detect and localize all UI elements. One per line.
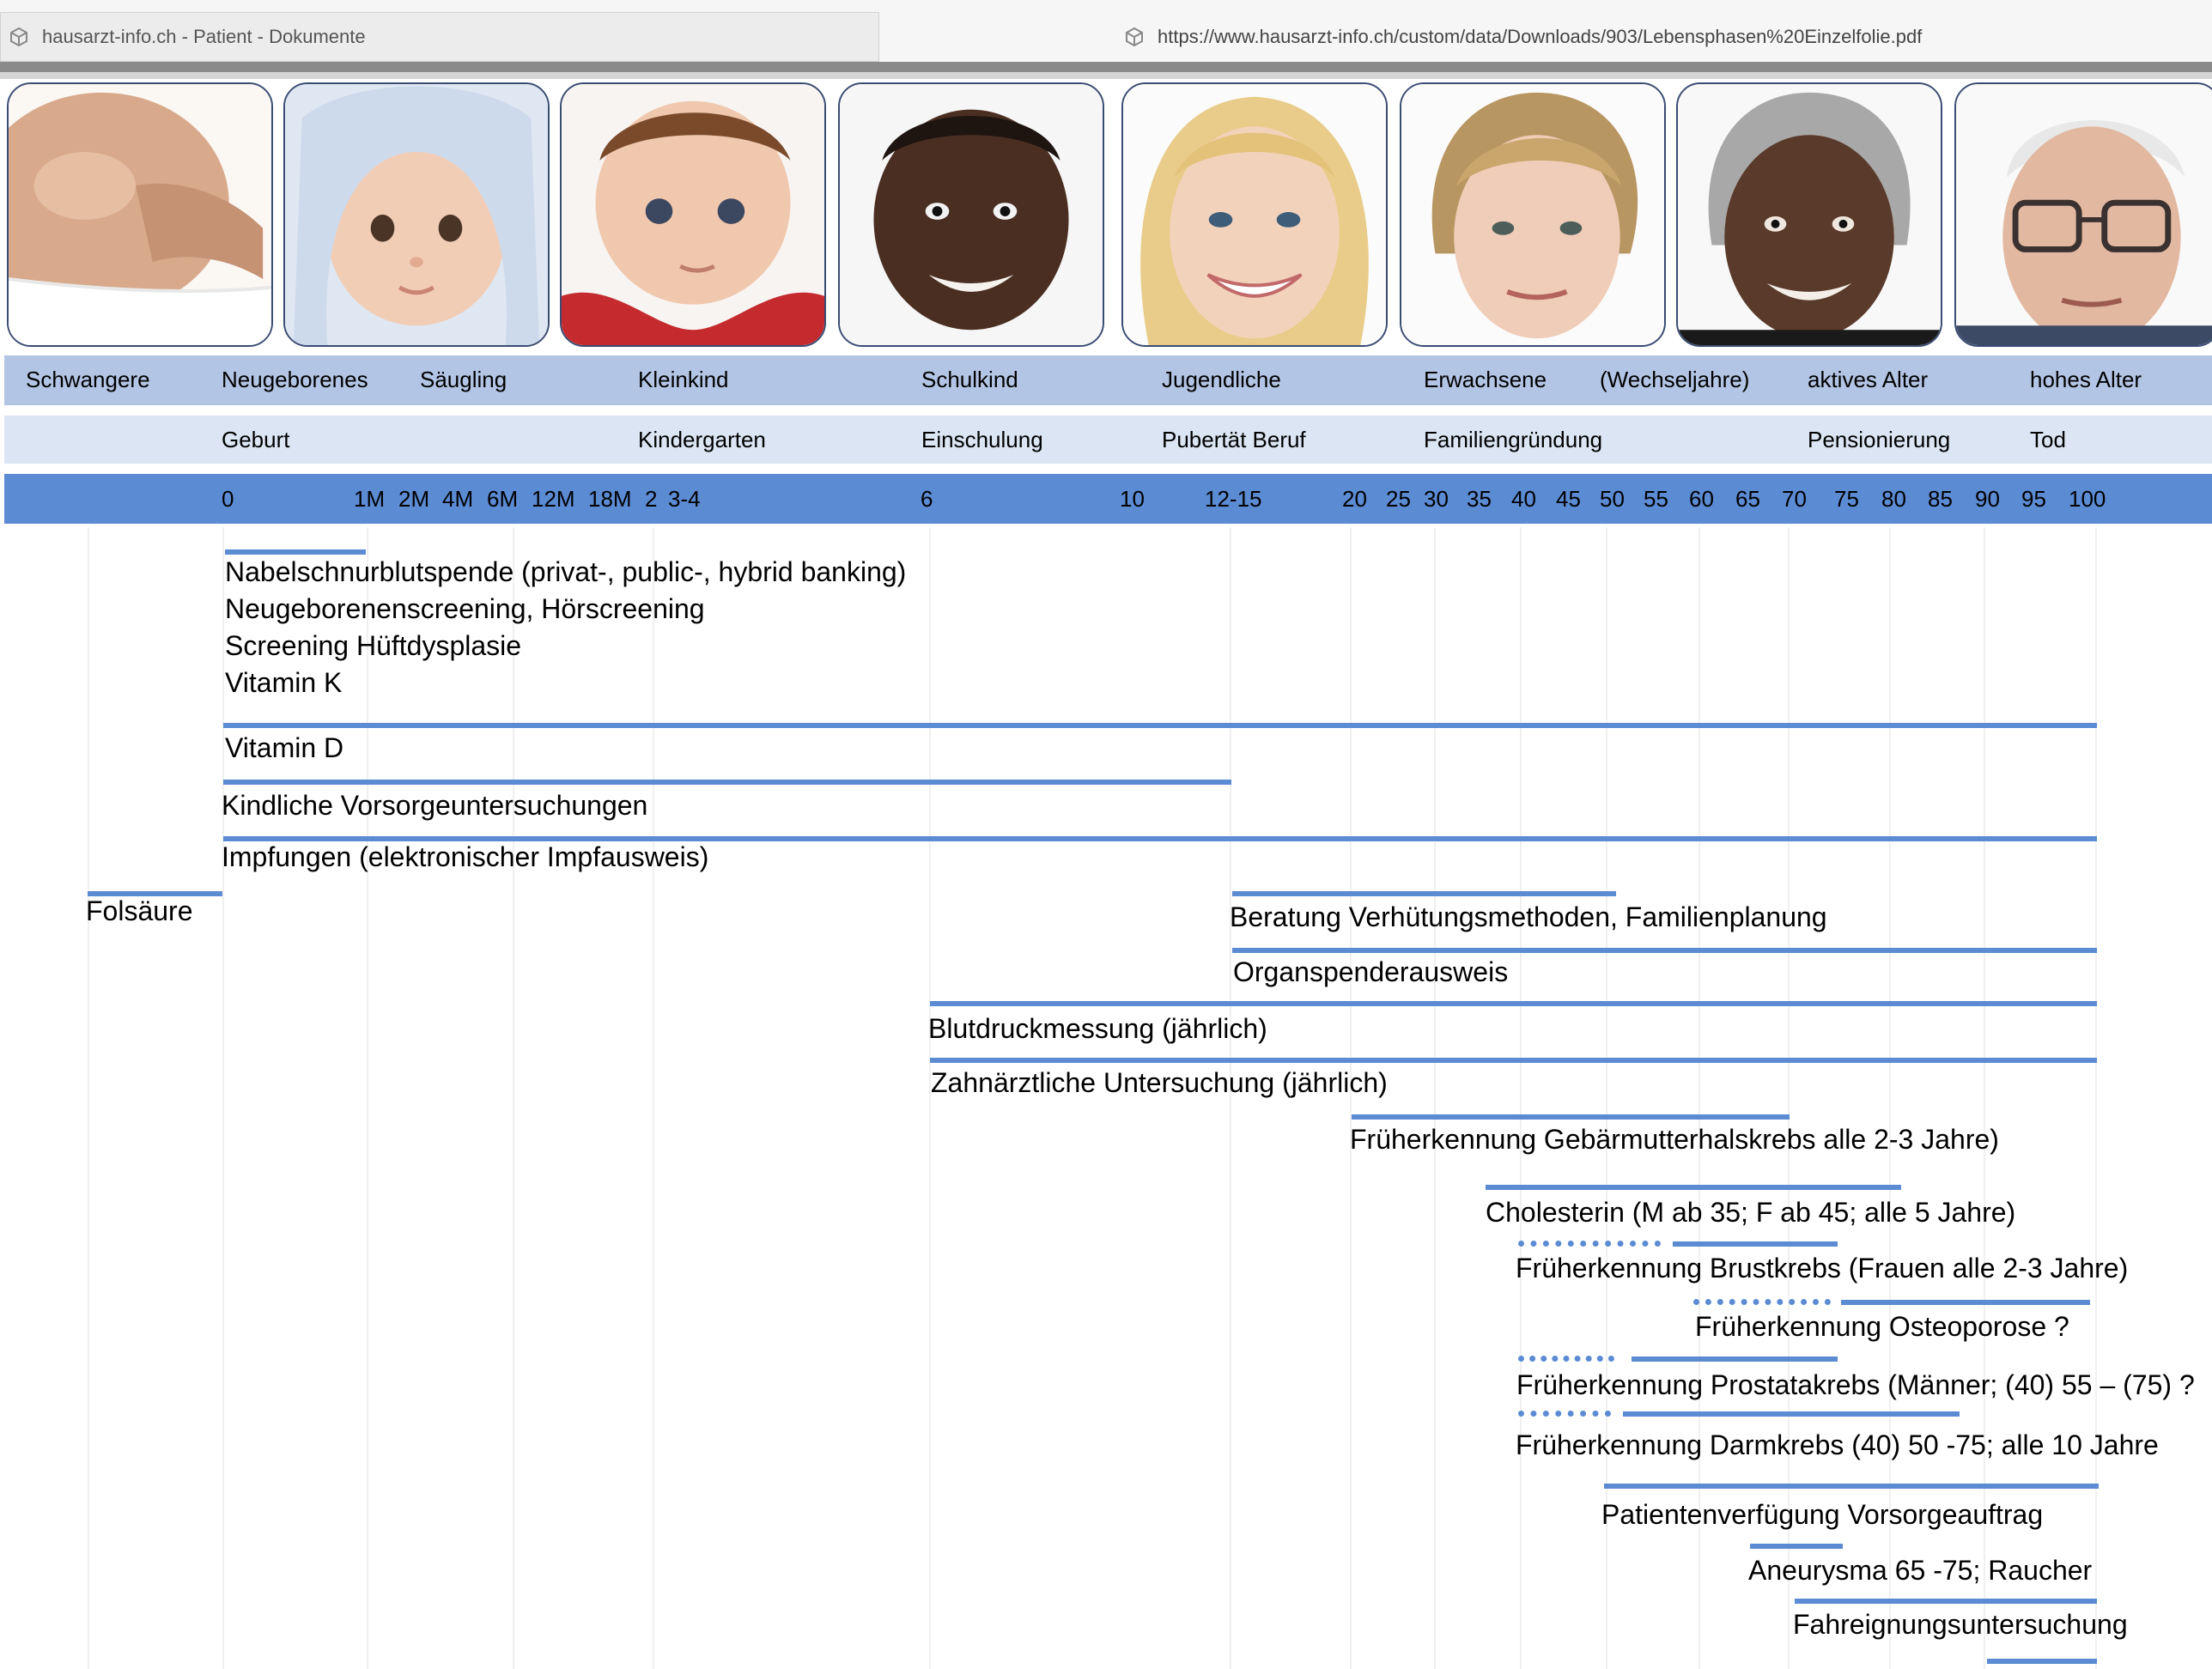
age-tick: 50 — [1600, 486, 1625, 512]
senior-woman-photo — [1676, 82, 1942, 347]
age-tick: 45 — [1556, 486, 1581, 512]
site-icon — [1123, 26, 1146, 48]
age-tick: 12-15 — [1205, 486, 1262, 512]
timeline-item-label: Beratung Verhütungsmethoden, Familienplanung — [1230, 901, 1827, 932]
timeline-dotted-bar — [1518, 1411, 1611, 1417]
timeline-item-label: Früherkennung Prostatakrebs (Männer; (40) 55 – (75) ? — [1516, 1369, 2195, 1400]
teenager-photo — [1121, 82, 1388, 347]
phase-label: Jugendliche — [1162, 367, 1281, 392]
timeline-bar — [930, 1058, 2097, 1063]
age-tick: 18M — [588, 486, 632, 512]
browser-chrome — [0, 0, 2212, 62]
age-tick: 100 — [2069, 486, 2106, 512]
age-tick: 60 — [1689, 486, 1714, 512]
age-tick: 65 — [1735, 486, 1760, 512]
timeline-item-label: Neugeborenenscreening, Hörscreening — [225, 593, 705, 624]
age-tick: 70 — [1782, 486, 1807, 512]
age-tick: 0 — [222, 486, 234, 512]
timeline-bar — [1795, 1599, 2097, 1604]
timeline-item-label: Patientenverfügung Vorsorgeauftrag — [1601, 1499, 2044, 1530]
phase-label: Schulkind — [921, 367, 1018, 392]
phase-label: Säugling — [420, 367, 507, 392]
newborn-photo — [283, 82, 550, 347]
event-label: Pensionierung — [1808, 427, 1951, 452]
grid-line — [88, 527, 89, 1669]
event-label: Kindergarten — [638, 427, 766, 452]
age-tick: 1M — [354, 486, 386, 512]
timeline-item-label: Früherkennung Gebärmutterhalskrebs alle 2-3 Jahre) — [1350, 1124, 1999, 1155]
age-tick: 90 — [1975, 486, 2000, 512]
timeline-item-label: Kindliche Vorsorgeuntersuchungen — [222, 790, 648, 821]
timeline-item-label: Aneurysma 65 -75; Raucher — [1748, 1555, 2093, 1586]
age-tick: 2 — [645, 486, 658, 512]
timeline-item-label: Früherkennung Osteoporose ? — [1695, 1311, 2069, 1342]
age-tick: 75 — [1834, 486, 1859, 512]
page-top-edge — [0, 72, 2212, 79]
timeline-bar — [1673, 1241, 1838, 1247]
timeline-dotted-bar — [1518, 1241, 1661, 1247]
timeline-item-label: Vitamin K — [225, 667, 343, 698]
age-tick: 6 — [921, 486, 933, 512]
toolbar-divider — [0, 62, 2212, 72]
age-tick: 10 — [1120, 486, 1145, 512]
phase-label: Erwachsene — [1424, 367, 1547, 392]
timeline-bar — [930, 1001, 2097, 1006]
phase-label: Kleinkind — [638, 367, 729, 392]
age-scale-band — [4, 474, 2212, 524]
age-tick: 40 — [1511, 486, 1536, 512]
address-bar[interactable] — [1116, 12, 2212, 62]
grid-line — [222, 527, 224, 1669]
age-tick: 85 — [1928, 486, 1953, 512]
timeline-bar — [225, 549, 366, 555]
timeline-item-label: Folsäure — [86, 895, 193, 926]
timeline-bar — [1352, 1114, 1790, 1120]
life-phase-band — [4, 355, 2212, 405]
timeline-bar — [1604, 1484, 2099, 1489]
age-tick: 12M — [532, 486, 575, 512]
grid-line — [513, 527, 514, 1669]
timeline-item-label: Fahreignungsuntersuchung — [1793, 1609, 2128, 1640]
schoolchild-photo — [838, 82, 1104, 347]
url-text: https://www.hausarzt-info.ch/custom/data/Downloads/903/Lebensphasen%20Einzelfolie.pdf — [1158, 26, 1923, 47]
age-tick: 30 — [1424, 486, 1449, 512]
event-label: Familiengründung — [1424, 427, 1603, 452]
timeline-item-label: Nabelschnurblutspende (privat-, public-, hybrid banking) — [225, 556, 907, 587]
timeline-bar — [1632, 1356, 1838, 1362]
timeline-item-label: Impfungen (elektronischer Impfausweis) — [222, 841, 709, 872]
life-event-band — [4, 416, 2212, 464]
age-tick: 4M — [442, 486, 474, 512]
timeline-bar — [1232, 948, 2097, 953]
age-tick: 55 — [1644, 486, 1668, 512]
phase-label: Schwangere — [26, 367, 150, 392]
old-man-photo — [1954, 82, 2212, 347]
timeline-item-label: Früherkennung Darmkrebs (40) 50 -75; alle 10 Jahre — [1516, 1429, 2159, 1460]
event-label: Einschulung — [921, 427, 1043, 452]
event-label: Tod — [2030, 427, 2066, 452]
tab-title: hausarzt-info.ch - Patient - Dokumente — [42, 26, 366, 47]
site-icon — [8, 26, 30, 48]
phase-label: Neugeborenes — [222, 367, 368, 392]
timeline-bar — [1841, 1300, 2090, 1305]
timeline-bar — [1987, 1659, 2097, 1664]
timeline-item-label: Blutdruckmessung (jährlich) — [928, 1013, 1267, 1044]
phase-label: hohes Alter — [2030, 367, 2142, 392]
event-label: Geburt — [222, 427, 290, 452]
timeline-item-label: Vitamin D — [225, 732, 344, 763]
timeline-bar — [1232, 891, 1616, 896]
age-tick: 80 — [1881, 486, 1906, 512]
timeline-bar — [1623, 1411, 1960, 1417]
timeline-item-label: Früherkennung Brustkrebs (Frauen alle 2-3 Jahre) — [1516, 1253, 2129, 1284]
grid-line — [653, 527, 654, 1669]
phase-label: aktives Alter — [1808, 367, 1929, 392]
age-tick: 95 — [2021, 486, 2046, 512]
timeline-dotted-bar — [1693, 1299, 1831, 1305]
grid-line — [2095, 527, 2097, 1669]
timeline-dotted-bar — [1518, 1356, 1614, 1362]
age-tick: 6M — [487, 486, 519, 512]
pregnant-belly-photo — [7, 82, 273, 347]
grid-line — [367, 527, 368, 1669]
age-tick: 25 — [1386, 486, 1411, 512]
timeline-item-label: Zahnärztliche Untersuchung (jährlich) — [931, 1067, 1388, 1098]
browser-tab[interactable] — [0, 12, 879, 62]
adult-woman-photo — [1400, 82, 1666, 347]
timeline-item-label: Screening Hüftdysplasie — [225, 630, 522, 661]
grid-line — [1434, 527, 1436, 1669]
age-tick: 3-4 — [668, 486, 701, 512]
timeline-bar — [223, 780, 1231, 785]
timeline-item-label: Organspenderausweis — [1233, 956, 1509, 987]
age-tick: 20 — [1342, 486, 1367, 512]
timeline-item-label: Cholesterin (M ab 35; F ab 45; alle 5 Jahre) — [1486, 1197, 2016, 1228]
age-tick: 35 — [1467, 486, 1492, 512]
timeline-bar — [1750, 1544, 1843, 1549]
age-tick: 2M — [398, 486, 430, 512]
event-label: Pubertät Beruf — [1162, 427, 1306, 452]
timeline-bar — [1486, 1185, 1901, 1190]
timeline-bar — [223, 723, 2097, 728]
toddler-photo — [560, 82, 826, 347]
phase-label: (Wechseljahre) — [1600, 367, 1750, 392]
grid-line — [1520, 527, 1522, 1669]
